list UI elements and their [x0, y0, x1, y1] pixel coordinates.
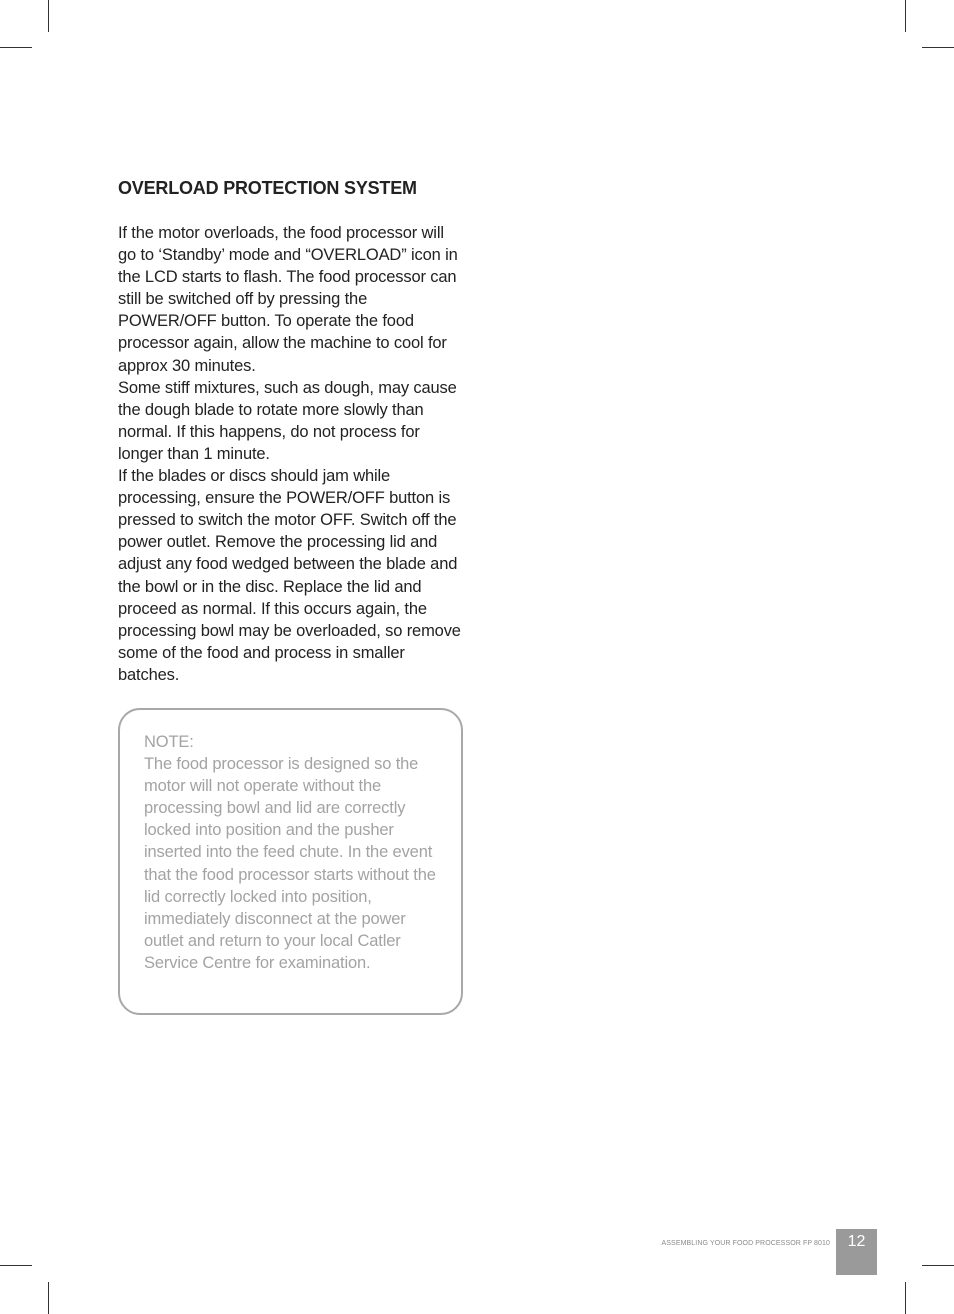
- note-text: The food processor is designed so the motor will not operate without the processing bowl and lid are correctly locked into position and the pusher inserted into the feed chute. In the event that the food processor starts without the lid correctly locked into position, immediately disconnect at the power outlet and return to your local Catler Service Centre for examination.: [144, 755, 436, 972]
- crop-mark-top-left-vertical: [48, 0, 49, 32]
- crop-mark-bottom-right-vertical: [905, 1282, 906, 1314]
- crop-mark-top-left-horizontal: [0, 47, 32, 48]
- footer-running-title: ASSEMBLING YOUR FOOD PROCESSOR FP 8010: [661, 1240, 830, 1247]
- note-box: [118, 708, 463, 1015]
- crop-mark-top-right-vertical: [905, 0, 906, 32]
- section-heading: OVERLOAD PROTECTION SYSTEM: [118, 178, 417, 198]
- crop-mark-top-right-horizontal: [922, 47, 954, 48]
- page-number: 12: [836, 1229, 877, 1275]
- body-paragraph: Some stiff mixtures, such as dough, may cause the dough blade to rotate more slowly than normal. If this happens, do not process for longer than 1 minute.: [118, 378, 457, 463]
- body-paragraph: If the motor overloads, the food processor will go to ‘Standby’ mode and “OVERLOAD” icon in the LCD starts to flash. The food processor can still be switched off by pressing the POWER/OFF button. To operate the food processor again, allow the machine to cool for approx 30 minutes.: [118, 224, 458, 375]
- crop-mark-bottom-left-horizontal: [0, 1265, 32, 1266]
- note-label: NOTE:: [144, 733, 194, 751]
- body-paragraph: If the blades or discs should jam while processing, ensure the POWER/OFF button is pressed to switch the motor OFF. Switch off the power outlet. Remove the processing lid and adjust any food wedged between the blade and the bowl or in the disc. Replace the lid and proceed as normal. If this occurs again, the processing bowl may be overloaded, so remove some of the food and process in smaller batches.: [118, 467, 461, 684]
- crop-mark-bottom-right-horizontal: [922, 1265, 954, 1266]
- section-body: [118, 222, 462, 686]
- crop-mark-bottom-left-vertical: [48, 1282, 49, 1314]
